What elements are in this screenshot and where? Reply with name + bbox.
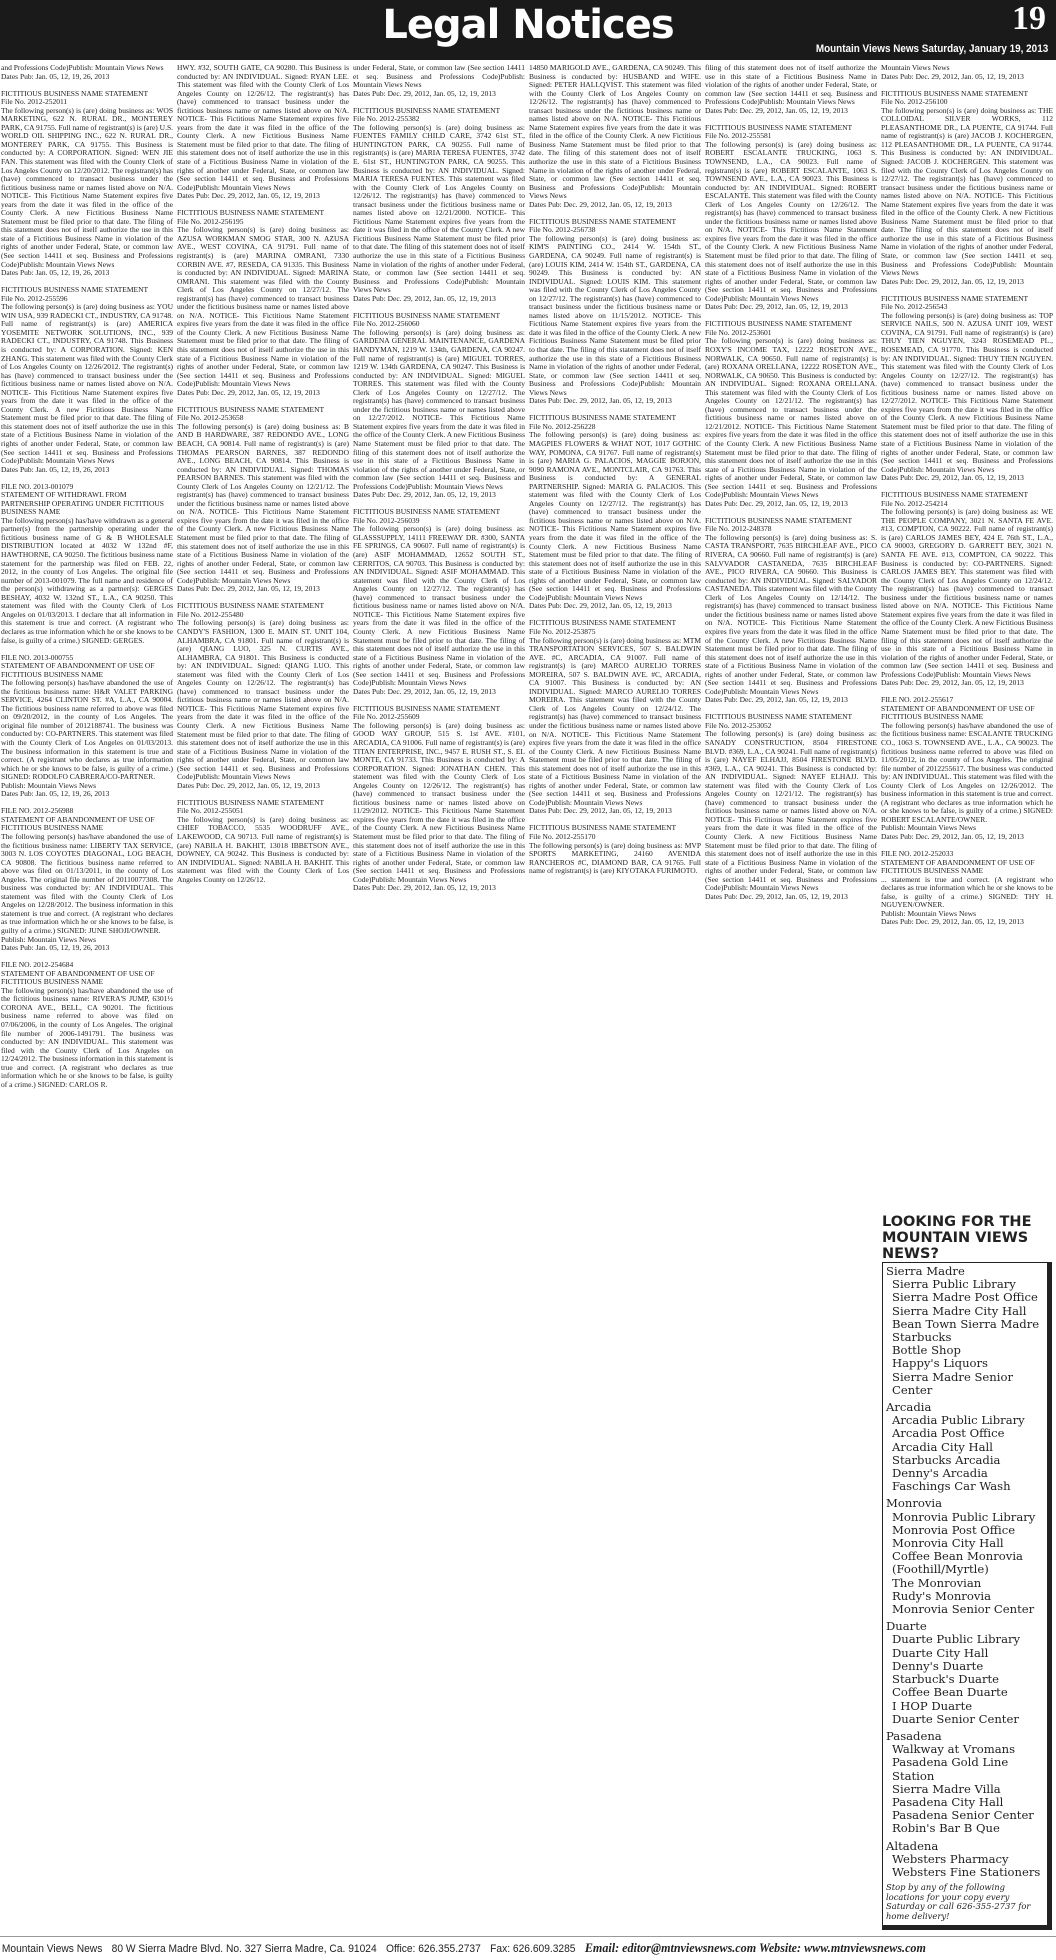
location-city: Sierra Madre [886,1264,965,1278]
legal-notice [1,286,173,474]
location-item: Denny's Duarte [892,1658,984,1673]
notice-publish: Publish: Mountain Views News [1,934,97,944]
notice-boilerplate: NOTICE- This Fictitious Name Statement expires five years from the date it was filed in the office of the County Clerk. A new Fictitious Business Name Statement must be filed prior to that date. The filing of this statement does not of itself authorize the use in this state of a Fictitious Business Name in violation of the rights of another under Federal, State, or common law (See section 14411 et seq. Business and Professions Code)Publish: Mountain Views News [177,310,349,389]
location-item: Starbucks [892,1330,952,1345]
notice-text: under Federal, State, or common law (See section 14411 et seq. Business and Professions Code)Publish: Mountain Views News [353,63,525,90]
notice-text: The following person(s) is (are) doing business as: THE COLLOIDAL SILVER WORKS, 112 PLEASANTHOME DR., LA PUENTE, CA 91744. Full name of registrant(s) is (are) JACOB J. KOCHERGEN, 112 PLEASANTHOME DR., LA PUENTE, CA 91744. This Business is conducted by: AN INDIVIDUAL. Signed: JACOB J. KOCHERGEN. This statement was filed with the County Clerk of Los Angeles County on 12/27/12. The registrant(s) has (have) commenced to transact business under the fictitious business name or names listed above on N/A. [881,105,1053,201]
notice-heading: FICTITIOUS BUSINESS NAME STATEMENT [353,105,501,115]
location-group [886,1497,1044,1616]
legal-notice [705,517,877,705]
notice-file-number: STATEMENT OF WITHDRAWL FROM PARTNERSHIP OPERATING UNDER FICTITIOUS BUSINESS NAME [1,490,164,517]
legal-notice [529,824,701,875]
notice-dates: Dates Pub: Dec. 29, 2012, Jan. 05, 12, 19, 2013 [881,276,1024,286]
legal-notice [705,713,877,901]
notice-body [353,329,525,491]
legal-notice [177,602,349,790]
notice-text: The following person(s) is (are) doing business as: GLASSSUPPLY, 14111 FREEWAY DR. #300, SANTA FE SPRINGS, CA 90607. Full name of registrant(s) is (are) ASIF MOHAMMAD, 12652 SOUTH ST., CERRITOS, CA 90703. This Business is conducted by: AN INDIVIDUAL. Signed: ASIF MOHAMMAD. This statement was filed with the County Clerk of Los Angeles County on 12/27/12. The registrant(s) has (have) commenced to transact business under the fictitious business name or names listed above on N/A. [353,524,525,611]
notice-body [881,312,1053,474]
location-item: Duarte Public Library [892,1632,1021,1647]
notice-file-number: File No. 2012-256738 [529,225,596,235]
legal-notice [529,218,701,406]
location-item: Happy's Liquors [892,1356,989,1371]
legal-notice [881,295,1053,483]
notice-body [529,842,701,876]
notice-file-number: File No. 2012-255170 [529,832,596,842]
notice-dates: Dates Pub: Jan. 05, 12, 19, 26, 2013 [1,268,110,278]
notice-boilerplate: NOTICE- This Fictitious Name Statement expires five years from the date it was filed in the office of the County Clerk. A new Fictitious Business Name Statement must be filed prior to that date. The filing of this statement does not of itself authorize the use in this state of a Fictitious Business Name in violation of the rights of another under Federal, State, or common law (See section 14411 et seq. Business and Professions Code)Publish: Mountain Views News [705,618,877,696]
notice-heading: FICTITIOUS BUSINESS NAME STATEMENT [529,618,677,628]
notice-text: The following person(s) is (are) doing business as: CANDY'S FASHION, 1300 E. MAIN ST. UNIT 104, ALHAMBRA, CA 91801. Full name of registrant(s) is (are) QIANG LUO, 325 N. CURTIS AVE., ALHAMBRA, CA 91801. This Business is conducted by: AN INDIVIDUAL. Signed: QIANG LUO. This statement was filed with the County Clerk of Los Angeles County on 12/26/12. The registrant(s) has (have) commenced to transact business under the fictitious business name or names listed above on N/A. [177,618,349,705]
notice-file-number: File No. 2012-255480 [177,609,244,619]
location-group [886,1730,1044,1836]
paper-dateline: Mountain Views News Saturday, January 19, 2013 [815,43,1048,55]
footer [0,1940,982,1960]
notice-body [881,107,1053,278]
notice-heading: FICTITIOUS BUSINESS NAME STATEMENT [705,712,853,722]
notice-file-number: File No. 2012-253601 [705,327,772,337]
notice-file-number: File No. 2012-256100 [881,97,948,107]
legal-notice [177,406,349,594]
legal-notice [1,961,173,1089]
home-delivery-note: Stop by any of the following locations for your copy every Saturday or call 626-355-2737 for home delivery! [886,1882,1031,1921]
notice-heading: FICTITIOUS BUSINESS NAME STATEMENT [529,216,677,226]
location-item: Sierra Madre Villa [892,1781,1001,1796]
notice-text: ... statement is true and correct. (A registrant who declares as true information which he or she knows to be false, is guilty of a crime.) SIGNED: THY H. NGUYEN/OWNER. [881,874,1053,910]
location-item: Sierra Public Library [892,1277,1016,1292]
notice-body [705,64,877,107]
notice-file-number: File No. 2012-256543 [881,302,948,312]
notice-body [177,816,349,884]
notice-file-number: File No. 2012-256195 [177,216,244,226]
location-item: Sierra Madre Senior Center [892,1369,1013,1397]
notice-body [881,722,1053,825]
notice-dates: Dates Pub: Dec. 29, 2012, Jan. 05, 12, 19, 2013 [705,891,848,901]
notice-heading: FICTITIOUS BUSINESS NAME STATEMENT [177,208,325,218]
notice-boilerplate: NOTICE- This Fictitious Name Statement expires five years from the date it was filed in the office of the County Clerk. A new Fictitious Business Name Statement must be filed prior to that date. The filing of this statement does not of itself authorize the use in this state of a Fictitious Business Name in violation of the rights of another under Federal, State, or common law (See section 14411 et seq. Business and Professions Code)Publish: Mountain Views News [1,191,173,269]
notice-body [529,431,701,602]
notice-boilerplate: NOTICE- This Fictitious Name Statement expires five years from the date it was filed in the office of the County Clerk. A new Fictitious Business Name Statement must be filed prior to that date. The filing of this statement does not of itself authorize the use in this state of a Fictitious Business Name in violation of the rights of another under Federal, State, or common law (See section 14411 et seq. Business and Professions Code)Publish: Mountain Views News [529,524,701,602]
notice-file-number: File No. 2012-253052 [705,720,772,730]
legal-notice [353,312,525,500]
notice-file-number: File No. 2012-255596 [1,293,68,303]
location-city: Altadena [886,1838,939,1853]
notice-text: The following person(s) is (are) doing business as: B AND B HARDWARE, 387 REDONDO AVE., LONG BEACH, CA 90814. Full name of registrant(s) is (are) THOMAS PEARSON BARNES, 387 REDONDO AVE., LONG BEACH, CA 90814. This Business is conducted by: AN INDIVIDUAL. Signed: THOMAS PEARSON BARNES. This statement was filed with the County Clerk of Los Angeles County on 12/21/12. The registrant(s) has (have) commenced to transact business under the fictitious business name or names listed above on N/A. [177,421,349,517]
footer-email[interactable]: Email: editor@mtnviewsnews.com [584,1940,757,1955]
notice-file-number: FILE NO. 2012-254684 [1,960,74,970]
notice-boilerplate: NOTICE- This Fictitious Name Statement expires five years from the date it was filed in the office of the County Clerk. A new Fictitious Business Name Statement must be filed prior to that date. The filing of this statement does not of itself authorize the use in this state of a Fictitious Business Name in violation of the rights of another under Federal, State, or common law (See section 14411 et seq. Business and Professions Code)Publish: Mountain Views News [881,191,1054,278]
notice-dates: Dates Pub: Dec. 29, 2012, Jan. 05, 12, 19, 2013 [353,686,496,696]
footer-website[interactable]: Website: www.mtnviewsnews.com [758,1940,926,1955]
notice-text: The following person(s) is (are) doing business as: MTM TRANSPORTATION SERVICES, 507 S. BALDWIN AVE. #C, ARCADIA, CA 91007. Full name of registrant(s) is (are) MARCO AURELIO TORRES MOREIRA, 507 S. BALDWIN AVE. #C, ARCADIA, CA 91007. This Business is conducted by: AN INDIVIDUAL. Signed: MARCO AURELIO TORRES MOREIRA. This statement was filed with the County Clerk of Los Angeles County on 12/24/12. The registrant(s) has (have) commenced to transact business under the fictitious business name or names listed above on N/A. [529,635,701,739]
notice-text: The following person(s) is (are) doing business as: GARDENA GENERAL MAINTENANCE, GARDENA HANDYMAN, 1219 W. 134th, GARDENA, CA 90247. Full name of registrant(s) is (are) MIGUEL TORRES, 1219 W. 134th GARDENA, CA 90247. This Business is conducted by: AN INDIVIDUAL. Signed: MIGUEL TORRES. This statement was filed with the County Clerk of Los Angeles County on 12/27/12. The registrant(s) has (have) commenced to transact business under the fictitious business name or names listed above on 12/27/2012. [353,327,525,423]
notice-text: The following person(s) has/have withdrawn as a general partner(s) from the partnership operating under the fictitious business name of G & B WHOLESALE DISTRIBUTION located at 4032 W 132nd #F, HAWTHORNE, CA 90250. The fictitious business name statement for the partnership was filed on FEB. 22, 2012, in the county of Los Angeles. The original file number of 2013-001079. The full name and residence of the person(s) withdrawing as a partner(s): GERGES BESHAY, 4032 W. 132nd ST., L.A., CA 90250. This statement was filed with the County Clerk of Los Angeles on 01/03/2013. I declare that all information in this statement is true and correct. (A registrant who declares as true information which he or she knows to be false, is guilty of a crime.) SIGNED: GERGES. [1,515,173,645]
notice-file-number: File No. 2012-252011 [1,97,68,107]
legal-notice [881,64,1053,81]
footer-fax: Fax: 626.609.3285 [490,1943,576,1955]
notice-text: The following person(s) is (are) doing business as: KIM'S PAINTING CO., 2414 W. 154th ST., GARDENA, CA 90249. Full name of registrant(s) is (are) LOUIS KIM, 2414 W. 154th ST., GARDENA, CA 90249. This Business is conducted by: AN INDIVIDUAL. Signed: LOUIS KIM. This statement was filed with the County Clerk of Los Angeles County on 12/27/12. The registrant(s) has (have) commenced to transact business under the fictitious business name or names listed above on 11/15/2012. [529,233,701,320]
notice-dates: Dates Pub: Dec. 29, 2012, Jan. 05, 12, 19, 2013 [881,832,1024,842]
location-item: Websters Fine Stationers [892,1864,1041,1879]
legal-notice [177,209,349,397]
location-group [886,1620,1044,1726]
notice-heading: STATEMENT OF ABANDONMENT OF USE OF FICTITIOUS BUSINESS NAME [881,703,1035,722]
notice-text: The following person(s) is (are) doing business as: ROXY'S INCOME TAX, 12222 ROSETON AVE., NORWALK, CA 90650. Full name of registrant(s) is (are) ROXANA ORELLANA, 12222 ROSETON AVE., NORWALK, CA 90650. This Business is conducted by: AN INDIVIDUAL. Signed: ROXANA ORELLANA. This statement was filed with the County Clerk of Los Angeles County on 12/21/12. The registrant(s) has (have) commenced to transact business under the fictitious business name or names listed above on 12/21/2012. [705,336,877,431]
footer-address: 80 W Sierra Madre Blvd. No. 327 Sierra Madre, Ca. 91024 [111,1943,377,1955]
location-item: Monrovia Public Library [892,1509,1036,1524]
notice-text: The following person(s) is (are) doing business as: WOS MARKETING, 622 N. RURAL DR., MONTEREY PARK, CA 91755. Full name of registrant(s) is (are) U.S. WORLD OIL SHIPPING INC., 622 N. RURAL DR., MONTEREY PARK, CA 91755. This Business is conducted by: A CORPORATION. Signed: WEN JIE FAN. This statement was filed with the County Clerk of Los Angeles County on 12/20/2012. The registrant(s) has (have) commenced to transact business under the fictitious business name or names listed above on N/A. [1,105,174,192]
notice-body [1,107,173,269]
notice-body [177,64,349,192]
notice-heading: STATEMENT OF ABANDONMENT OF USE OF FICTITIOUS BUSINESS NAME [1,968,155,987]
notice-file-number: FILE NO. 2012-256988 [1,806,74,816]
notice-publish: Publish: Mountain Views News [881,823,977,833]
notice-column [177,64,349,893]
notice-heading: FICTITIOUS BUSINESS NAME STATEMENT [529,413,677,423]
notice-file-number: FILE NO. 2013-001079 [1,481,74,491]
location-item: Arcadia Public Library [892,1413,1025,1428]
notice-body [353,64,525,90]
notice-text: The following person(s) is (are) doing business as: SANADY CONSTRUCTION, 8504 FIRESTONE BLVD. #369, L.A., CA 90241. Full name of registrant(s) is (are) NAYEF ELHAJJ, 8504 FIRESTONE BLVD. #369, L.A., CA 90241. This Business is conducted by: AN INDIVIDUAL. Signed: NAYEF ELHAJJ. This statement was filed with the County Clerk of Los Angeles County on 12/21/12. The registrant(s) has (have) commenced to transact business under the fictitious business name or names listed above on N/A. [705,729,877,816]
notice-text: The following person(s) has/have abandoned the use of the fictitious business name: LIBERTY TAX SERVICE, 3003 N. LOS COYOTES DIAGONAL, LOG BEACH, CA 90808. The fictitious business name referred to above was filed on 01/13/2011, in the county of Los Angeles. The original file number of 20110077308. The business was conducted by: AN INDIVIDUAL. This statement was filed with the County Clerk of Los Angeles on 12/28/2012. The business information in this statement is true and correct. (A registrant who declares as true information which he or she knows to be false, is guilty of a crime.) SIGNED: JUNE SHOJI/OWNER. [1,831,173,935]
notice-body [1,833,173,936]
notice-boilerplate: NOTICE- This Fictitious Name Statement expires five years from the date it was filed in the office of the County Clerk. A new Fictitious Business Name Statement must be filed prior to that date. The filing of this statement does not of itself authorize the use in this state of a Fictitious Business Name in violation of the rights of another under Federal, State, or common law (See section 14411 et seq. Business and Professions Code)Publish: Mountain Views News [353,413,526,491]
notice-dates: Dates Pub: Dec. 29, 2012, Jan. 05, 12, 19, 2013 [705,302,848,312]
notice-dates: Dates Pub: Dec. 29, 2012, Jan. 05, 12, 19, 2013 [353,293,496,303]
legal-notice [529,619,701,816]
notice-heading: FICTITIOUS BUSINESS NAME STATEMENT [529,823,677,833]
notice-text: The following person(s) is (are) doing business as: YOU WIN USA, 939 RADECKI CT., INDUSTRY, CA 91748. Full name of registrant(s) is (are) AMERICA YOSEMITE NETWORK SOLUTIONS, INC., 939 RADECKI CT., INDUSTRY, CA 91748. This Business is conducted by: A CORPORATION. Signed: KEN ZHANG. This statement was filed with the County Clerk of Los Angeles County on 12/26/2012. The registrant(s) has (have) commenced to transact business under the fictitious business name or names listed above on N/A. [1,302,173,389]
notice-file-number: File No. 2012-255382 [353,114,420,124]
notice-column [353,64,525,901]
notice-boilerplate: NOTICE- This Fictitious Name Statement expires five years from the date it was filed in the office of the County Clerk. A new Fictitious Business Name Statement must be filed prior to that date. The filing of this statement does not of itself authorize the use in this state of a Fictitious Business Name in violation of the rights of another under Federal, State, or common law (See section 14411 et seq. Business and Professions Code)Publish: Mountain Views News [529,114,702,201]
notice-dates: Dates Pub: Dec. 29, 2012, Jan. 05, 12, 19, 2013 [177,584,320,594]
notice-text: 14850 MARIGOLD AVE., GARDENA, CA 90249. This Business is conducted by: HUSBAND and WIFE. Signed: PETER HALLQVIST. This statement was filed with the County Clerk of Los Angeles County on 12/26/12. The registrant(s) has (have) commenced to transact business under the fictitious business name or names listed above on N/A. [529,63,701,124]
location-item: Duarte Senior Center [892,1711,1019,1726]
location-item: Coffee Bean Monrovia (Foothill/Myrtle) [892,1549,1023,1577]
notice-dates: Dates Pub: Dec. 29, 2012, Jan. 05, 12, 19, 2013 [881,473,1024,483]
location-item: Bean Town Sierra Madre [892,1316,1040,1331]
notice-heading: FICTITIOUS BUSINESS NAME STATEMENT [353,310,501,320]
notice-dates: Dates Pub: Dec. 29, 2012, Jan. 05, 12, 19, 2013 [881,678,1024,688]
notice-boilerplate: NOTICE- This Fictitious Name Statement expires five years from the date it was filed in the office of the County Clerk. A new Fictitious Business Name Statement must be filed prior to that date. The filing of this statement does not of itself authorize the use in this state of a Fictitious Business Name in violation of the rights of another under Federal, State, or common law (See section 14411 et seq. Business and Professions Code)Publish: Mountain Views News [353,609,525,688]
notice-column [1,64,173,1098]
notice-text: The following person(s) is (are) doing business as: GOOD WAY GROUP, 515 S. 1st AVE. #101, ARCADIA, CA 91006. Full name of registrant(s) is (are) TITAN ENTERPRISE, INC., 9457 E. RUSH ST., S. EL MONTE, CA 91733. This Business is conducted by: A CORPORATION. Signed: JONATHAN CHEN. This statement was filed with the County Clerk of Los Angeles County on 12/26/12. The registrant(s) has (have) commenced to transact business under the fictitious business name or names listed above on 11/29/2012. [353,720,525,816]
legal-notice [529,414,701,611]
location-item: Pasadena Gold Line Station [892,1755,1009,1783]
notice-heading: FICTITIOUS BUSINESS NAME STATEMENT [705,319,853,329]
notice-column [529,64,701,884]
notice-file-number: File No. 2012-256060 [353,319,420,329]
notice-heading: STATEMENT OF ABANDONMENT OF USE OF FICTITIOUS BUSINESS NAME [1,661,155,679]
notice-boilerplate: NOTICE- This Fictitious Name Statement expires five years from the date it was filed in the office of the County Clerk. A new Fictitious Business Name Statement must be filed prior to that date. The filing of this statement does not of itself authorize the use in this state of a Fictitious Business Name in violation of the rights of another under Federal, State, or common law (See section 14411 et seq. Business and Professions Code)Publish: Mountain Views News [705,814,877,893]
notice-boilerplate: NOTICE- This Fictitious Name Statement expires five years from the date it was filed in the office of the County Clerk. A new Fictitious Business Name Statement must be filed prior to that date. The filing of this statement does not of itself authorize the use in this state of a Fictitious Business Name in violation of the rights of another under Federal, State, or common law (See section 14411 et seq. Business and Professions Code)Publish: Mountain Views News [177,507,349,585]
notice-heading: FICTITIOUS BUSINESS NAME STATEMENT [881,293,1029,303]
notice-text: and Professions Code)Publish: Mountain Views News [1,63,164,72]
notice-body [881,876,1053,910]
notice-body [705,534,877,696]
notice-body [353,525,525,687]
notice-heading: FICTITIOUS BUSINESS NAME STATEMENT [705,515,853,525]
legal-notice [881,491,1053,688]
notice-heading: FICTITIOUS BUSINESS NAME STATEMENT [177,797,325,807]
notice-text: The following person(s) is (are) doing business as: MAGPIES FLOWERS & WHAT NOT, 1017 GOTHIC WAY, POMONA, CA 91767. Full name of registrant(s) is (are) MARIA G. PALACIOS, MAGGIE BORJON, 9090 RAMONA AVE., MONTCLAIR, CA 91763. This Business is conducted by: A GENERAL PARTNERSHIP. Signed: MARIA G. PALACIOS. This statement was filed with the County Clerk of Los Angeles County on 12/27/12. The registrant(s) has (have) commenced to transact business under the fictitious business name or names listed above on N/A. [529,430,701,525]
notice-file-number: File No. 2012-255581 [705,131,772,141]
location-item: Arcadia Post Office [892,1426,1005,1441]
notice-file-number: FILE NO. 2012-252033 [881,849,954,859]
notice-dates: Dates Pub: Jan. 05, 12, 19, 26, 2013 [1,71,110,81]
notice-body [353,722,525,884]
notice-file-number: FILE NO. 2013-000755 [1,652,74,662]
page-number: 19 [1012,0,1046,37]
legal-notice [1,483,173,645]
location-city: Duarte [886,1619,927,1634]
legal-notice [353,508,525,696]
legal-notice [881,696,1053,841]
notice-body [353,124,525,295]
location-item: The Monrovian [892,1575,982,1590]
notice-heading: FICTITIOUS BUSINESS NAME STATEMENT [1,88,149,98]
notice-text: Mountain Views News [881,63,950,72]
location-item: Duarte City Hall [892,1645,989,1660]
notice-boilerplate: NOTICE- This Fictitious Name Statement expires five years from the date it was filed in the office of the County Clerk. A new Fictitious Business Name Statement must be filed prior to that date. The filing of this statement does not of itself authorize the use in this state of a Fictitious Business Name in violation of the rights of another under Federal, State, or common law (See section 14411 et seq. Business and Professions Code)Publish: Mountain Views News [529,310,701,397]
notice-dates: Dates Pub: Dec. 29, 2012, Jan. 05, 12, 19, 2013 [705,498,848,508]
location-item: Starbuck's Duarte [892,1672,1000,1687]
notice-file-number: File No. 2012-248378 [705,524,772,534]
notice-file-number: File No. 2012-253875 [529,626,596,636]
notice-dates: Dates Pub: Jan. 05, 12, 19, 26, 2013 [1,464,110,474]
legal-notice [353,705,525,893]
notice-dates: Dates Pub: Dec. 29, 2012, Jan. 05, 12, 19, 2013 [529,601,672,611]
locations-box [882,1262,1052,1930]
footer-paper: Mountain Views News [1,1943,103,1955]
legal-notice [881,90,1053,287]
location-item: Sierra Madre Post Office [892,1290,1038,1305]
legal-notice [705,64,877,115]
notice-text: The following person(s) has/have abandoned the use of the fictitious business name: RIVERA'S JUMP, 6301½ CORONA AVE., BELL, CA 90201. The fictitious business name referred to above was filed on 07/06/2006, in the county of Los Angeles. The original file number of 2006-1491791. The business was conducted by: AN INDIVIDUAL. This statement was filed with the County Clerk of Los Angeles on 12/24/2012. The business information in this statement is true and correct. (A registrant who declares as true information which he or she knows to be false, is guilty of a crime.) SIGNED: CARLOS R. [1,985,173,1089]
notice-file-number: File No. 2012-255609 [353,712,420,722]
location-item: Bottle Shop [892,1343,961,1358]
notice-text: The following person(s) is (are) doing business as: ROBERT ESCALANTE TRUCKING, 1063 S. TOWNSEND, L.A., CA 90023. Full name of registrant(s) is (are) ROBERT ESCALANTE, 1063 S. TOWNSEND AVE., L.A., CA 90023. This Business is conducted by: AN INDIVIDUAL. Signed: ROBERT ESCALANTE. This statement was filed with the County Clerk of Los Angeles County on 12/26/12. The registrant(s) has (have) commenced to transact business under the fictitious business name or names listed above on N/A. [705,139,877,235]
notice-heading: FICTITIOUS BUSINESS NAME STATEMENT [881,490,1029,500]
notice-text: The following person(s) is (are) doing business as: TOP SERVICE NAILS, 500 N. AZUSA UNIT 109, WEST COVINA, CA 91791. Full name of registrant(s) is (are) THUY TIEN NGUYEN, 3243 ROSEMEAD PL., ROSEMEAD, CA 91770. This Business is conducted by: AN INDIVIDUAL. Signed: THUY TIEN NGUYEN. This statement was filed with the County Clerk of Los Angeles County on 12/27/12. The registrant(s) has (have) commenced to transact business under the fictitious business name or names listed above on 12/27/2012. [881,310,1053,406]
notice-text: HWY. #32, SOUTH GATE, CA 90280. This Business is conducted by: AN INDIVIDUAL. Signed: RYAN LEE. This statement was filed with the County Clerk of Los Angeles County on 12/26/12. The registrant(s) has (have) commenced to transact business under the fictitious business name or names listed above on N/A. [177,63,349,115]
notice-heading: FICTITIOUS BUSINESS NAME STATEMENT [177,601,325,611]
legal-notice [1,807,173,952]
notice-text: The following person(s) is (are) doing business as: FUENTES FAMILY CHILD CARE, 3742 61st ST., HUNTINGTON PARK, CA 90255. Full name of registrant(s) is (are) MARIA TERESA FUENTES, 3742 E. 61st ST., HUNTINGTON PARK, CA 90255. This Business is conducted by: AN INDIVIDUAL. Signed: MARIA TERESA FUENTES. This statement was filed with the County Clerk of Los Angeles County on 12/26/12. The registrant(s) has (have) commenced to transact business under the fictitious business name or names listed above on 12/21/2000. [353,122,525,218]
legal-notice [705,124,877,312]
location-item: Rudy's Monrovia [892,1588,991,1603]
legal-notice [705,320,877,508]
section-title: Legal Notices [382,2,674,48]
notice-dates: Dates Pub: Dec. 29, 2012, Jan. 05, 12, 19, 2013 [705,695,848,705]
notice-dates: Dates Pub: Dec. 29, 2012, Jan. 05, 12, 19, 2013 [529,806,672,816]
notice-body [177,423,349,585]
notice-boilerplate: NOTICE- This Fictitious Name Statement expires five years from the date it was filed in the office of the County Clerk. A new Fictitious Business Name Statement must be filed prior to that date. The filing of this statement does not of itself authorize the use in this state of a Fictitious Business Name in violation of the rights of another under Federal, State, or common law (See section 14411 et seq. Business and Professions Code)Publish: Mountain Views News [177,114,349,192]
notice-dates: Dates Pub: Dec. 29, 2012, Jan. 05, 12, 19, 2013 [881,71,1024,81]
legal-notice [1,64,173,81]
notice-dates: Dates Pub: Dec. 29, 2012, Jan. 05, 12, 19, 2013 [529,396,672,406]
notice-body [1,303,173,465]
notice-boilerplate: NOTICE- This Fictitious Name Statement expires five years from the date it was filed in the office of the County Clerk. A new Fictitious Business Name Statement must be filed prior to that date. The filing of this statement does not of itself authorize the use in this state of a Fictitious Business Name in violation of the rights of another under Federal, State, or common law (See section 14411 et seq. Business and Professions Code)Publish: Mountain Views News [705,225,877,303]
notice-heading: FICTITIOUS BUSINESS NAME STATEMENT [705,122,853,132]
legal-notice [529,64,701,209]
notice-dates: Dates Pub: Dec. 29, 2012, Jan. 05, 12, 19, 2013 [177,780,320,790]
legal-notice [1,90,173,278]
notice-body [705,141,877,303]
notice-boilerplate: NOTICE- This Fictitious Name Statement expires five years from the date it was filed in the office of the County Clerk. A new Fictitious Business Name Statement must be filed prior to that date. The filing of this statement does not of itself authorize the use in this state of a Fictitious Business Name in violation of the rights of another under Federal, State, or common law (See section 14411 et seq. Business and Professions Code)Publish: Mountain Views News [353,208,525,295]
notice-body [177,226,349,388]
location-group [886,1840,1044,1880]
location-item: Sierra Madre City Hall [892,1303,1027,1318]
location-city: Pasadena [886,1728,942,1743]
notice-text: The following person(s) is (are) doing business as: CHIEF TOBACCO, 5535 WOODRUFF AVE., LAKEWOOD, CA 90713. Full name of registrant(s) is (are) NABILA H. BAKHIT, 13018 IBBETSON AVE., DOWNEY, CA 90242. This Business is conducted by: AN INDIVIDUAL. Signed: NABILA H. BAKHIT. This statement was filed with the County Clerk of Los Angeles County on 12/26/12. [177,814,349,884]
notice-body [529,637,701,808]
location-item: Monrovia Post Office [892,1522,1016,1537]
notice-heading: FICTITIOUS BUSINESS NAME STATEMENT [1,285,149,295]
notice-text: The following person(s) is (are) doing business as: S. CASTA TRANSPORT, 7635 BIRCHLEAF AVE., PICO RIVERA, CA 90660. Full name of registrant(s) is (are) SALVVADOR CASTANEDA, 7635 BIRCHLEAF AVE., PICO RIVERA, CA 90660. This Business is conducted by: AN INDIVIDUAL. Signed: SALVADOR CASTANEDA. This statement was filed with the County Clerk of Los Angeles County on 12/14/12. The registrant(s) has (have) commenced to transact business under the fictitious business name or names listed above on N/A. [705,532,877,628]
legal-notice [881,850,1053,927]
notice-body [1,987,173,1090]
location-item: Coffee Bean Duarte [892,1685,1008,1700]
notice-dates: Dates Pub: Dec. 29, 2012, Jan. 05, 12, 19, 2013 [177,387,320,397]
notice-dates: Dates Pub: Dec. 29, 2012, Jan. 05, 12, 19, 2013 [353,88,496,98]
location-group [886,1401,1044,1493]
notice-boilerplate: NOTICE- This Fictitious Name Statement expires five years from the date it was filed in the office of the County Clerk. A new Fictitious Business Name Statement must be filed prior to that date. The filing of this statement does not of itself authorize the use in this state of a Fictitious Business Name in violation of the rights of another under Federal, State, or common law (See section 14411 et seq. Business and Professions Code)Publish: Mountain Views News [177,703,349,782]
location-item: Websters Pharmacy [892,1851,1009,1866]
notice-dates: Dates Pub: Jan. 05, 12, 19, 26, 2013 [1,789,110,799]
location-item: Pasadena City Hall [892,1794,1004,1809]
notice-dates: Dates Pub: Jan. 05, 12, 19, 26, 2013 [1,943,110,953]
notice-heading: FICTITIOUS BUSINESS NAME STATEMENT [353,507,501,517]
notice-text: The following person(s) is (are) doing business as: AZUSA WORKMAN SMOG STAR, 300 N. AZUSA AVE., WEST COVINA, CA 91791. Full name of registrant(s) is (are) MARINA OMRANI, 7330 CORBIN AVE. #7, RESEDA, CA 91335. This Business is conducted by: AN INDIVIDUAL. Signed: MARINA OMRANI. This statement was filed with the County Clerk of Los Angeles County on 12/27/12. The registrant(s) has (have) commenced to transact business under the fictitious business name or names listed above on N/A. [177,225,349,320]
notice-dates: Dates Pub: Dec. 29, 2012, Jan. 05, 12, 19, 2013 [177,191,320,201]
notice-dates: Dates Pub: Dec. 29, 2012, Jan. 05, 12, 19, 2013 [881,917,1024,927]
notice-body [529,235,701,397]
notice-heading: FICTITIOUS BUSINESS NAME STATEMENT [881,88,1029,98]
location-item: Walkway at Vromans [892,1742,1016,1757]
notice-file-number: File No. 2012-254214 [881,498,948,508]
notice-heading: STATEMENT OF ABANDONMENT OF USE OF FICTITIOUS BUSINESS NAME [1,814,155,833]
notice-boilerplate: NOTICE- This Fictitious Name Statement expires five years from the date it was filed in the office of the County Clerk. A new Fictitious Business Name Statement must be filed prior to that date. The filing of this statement does not of itself authorize the use in this state of a Fictitious Business Name in violation of the rights of another under Federal, State, or common law (See section 14411 et seq. Business and Professions Code)Publish: Mountain Views News [881,601,1054,679]
footer-divider [0,1936,1056,1937]
legal-notice [353,107,525,304]
notice-text: The following person(s) is (are) doing business as: WE THE PEOPLE COMPANY, 3021 N. SANTA FE AVE. #13, COMPTON, CA 90222. Full name of registrant(s) is (are) CARLOS JAMES BEY, 424 E. 76th ST., L.A., CA 90003, GREGORY D. GARRETT BEY, 3021 N. SANTA FE AVE. #13, COMPTON, CA 90222. This Business is conducted by: CO-PARTNERS. Signed: CARLOS JAMES BEY. This statement was filed with the County Clerk of Los Angeles County on 12/24/12. The registrant(s) has (have) commenced to transact business under the fictitious business name or names listed above on N/A. [881,507,1053,611]
location-item: Monrovia Senior Center [892,1602,1035,1617]
notice-boilerplate: NOTICE- This Fictitious Name Statement expires five years from the date it was filed in the office of the County Clerk. A new Fictitious Business Name Statement must be filed prior to that date. The filing of this statement does not of itself authorize the use in this state of a Fictitious Business Name in violation of the rights of another under Federal, State, or common law (See section 14411 et seq. Business and Professions Code)Publish: Mountain Views News [353,806,525,884]
location-item: Monrovia City Hall [892,1536,1004,1551]
notice-text: The following person(s) is (are) doing business as: MVP SPORTS MARKETING, 24160 AVENIDA RANCHEROS #C, DIAMOND BAR, CA 91765. Full name of registrant(s) is (are) KIYOTAKA FURIMOTO. [529,840,701,876]
location-city: Arcadia [886,1400,932,1415]
footer-office: Office: 626.355.2737 [386,1943,481,1955]
notice-body [177,619,349,781]
location-item: Robin's Bar B Que [892,1821,1000,1836]
notice-text: The following person(s) has/have abandoned the use of the fictitious business name: ESCALANTE TRUCKING CO., 1063 S. TOWNSEND AVE., L.A., CA 90023. The fictitious business name referred to above was filed on 11/05/2012, in the county of Los Angeles. The original file number of 2012255617. The business was conducted by: AN INDIVIDUAL. This statement was filed with the County Clerk of Los Angeles on 12/26/2012. The business information in this statement is true and correct. (A registrant who declares as true information which he or she knows to be false, is guilty of a crime.) SIGNED: ROBERT ESCALANTE/OWNER. [881,720,1053,824]
notice-dates: Dates Pub: Dec. 29, 2012, Jan. 05, 12, 19, 2013 [353,490,496,500]
notice-heading: FICTITIOUS BUSINESS NAME STATEMENT [353,703,501,713]
legal-notice [177,799,349,884]
sidebar-heading: LOOKING FOR THE MOUNTAIN VIEWS NEWS? [882,1214,1032,1262]
location-item: Pasadena Senior Center [892,1808,1034,1823]
notice-boilerplate: NOTICE- This Fictitious Name Statement expires five years from the date it was filed in the office of the County Clerk. A new Fictitious Business Name Statement must be filed prior to that date. The filing of this statement does not of itself authorize the use in this state of a Fictitious Business Name in violation of the rights of another under Federal, State, or common law (See section 14411 et seq. Business and Professions Code)Publish: Mountain Views News [881,396,1054,474]
notice-file-number: File No. 2012-255051 [177,806,244,816]
location-item: Faschings Car Wash [892,1479,1011,1494]
legal-notice [353,64,525,98]
notice-body [1,679,173,782]
notice-body [1,517,173,645]
notice-heading: STATEMENT OF ABANDONMENT OF USE OF FICTITIOUS BUSINESS NAME [881,857,1035,876]
legal-notice [177,64,349,201]
location-item: Arcadia City Hall [892,1439,993,1454]
notice-column [705,64,877,910]
notice-body [705,337,877,499]
location-item: Starbucks Arcadia [892,1452,1001,1467]
notice-body [529,64,701,201]
notice-boilerplate: NOTICE- This Fictitious Name Statement expires five years from the date it was filed in the office of the County Clerk. A new Fictitious Business Name Statement must be filed prior to that date. The filing of this statement does not of itself authorize the use in this state of a Fictitious Business Name in violation of the rights of another under Federal, State, or common law (See section 14411 et seq. Business and Professions Code)Publish: Mountain Views News [1,387,173,466]
location-item: I HOP Duarte [892,1698,973,1713]
notice-dates: Dates Pub: Dec. 29, 2012, Jan. 05, 12, 19, 2013 [705,105,848,115]
notice-file-number: File No. 2012-253658 [177,413,244,423]
notice-heading: FICTITIOUS BUSINESS NAME STATEMENT [177,404,325,414]
location-group [886,1265,1044,1397]
notice-publish: Publish: Mountain Views News [1,780,97,790]
masthead [0,0,1056,60]
notice-text: filing of this statement does not of itself authorize the use in this state of a Fictitious Business Name in violation of the rights of another under Federal, State, or common law (See section 14411 et seq. Business and Professions Code)Publish: Mountain Views News [705,63,877,107]
notice-file-number: File No. 2012-256228 [529,421,596,431]
location-city: Monrovia [886,1496,943,1511]
notice-body [705,730,877,892]
notice-body [881,508,1053,679]
notice-dates: Dates Pub: Dec. 29, 2012, Jan. 05, 12, 19, 2013 [529,199,672,209]
location-item: Denny's Arcadia [892,1466,988,1481]
notice-publish: Publish: Mountain Views News [881,908,977,918]
notice-boilerplate: NOTICE- This Fictitious Name Statement expires five years from the date it was filed in the office of the County Clerk. A new Fictitious Business Name Statement must be filed prior to that date. The filing of this statement does not of itself authorize the use in this state of a Fictitious Business Name in violation of the rights of another under Federal, State, or common law (See section 14411 et seq. Business and Professions Code)Publish: Mountain Views News [529,729,701,807]
notice-dates: Dates Pub: Dec. 29, 2012, Jan. 05, 12, 19, 2013 [353,883,496,893]
notice-column [881,64,1053,936]
notice-text: The following person(s) has/have abandoned the use of the fictitious business name: H&R VALET PARKING SERVICE, 4264 CLINTON ST. #A, L.A., CA 90004. The fictitious business name referred to above was filed on 09/20/2012, in the county of Los Angeles. The original file number of 2012188741. The business was conducted by: CO-PARTNERS. This statement was filed with the County Clerk of Los Angeles on 01/03/2013. The business information in this statement is true and correct. (A registrant who declares as true information which he or she knows to be false, is guilty of a crime.) SIGNED: RODOLFO CABRERA/CO-PARTNER. [1,678,173,782]
notice-file-number: File No. 2012-256039 [353,515,420,525]
notice-file-number: FILE NO. 2012-255617 [881,695,954,705]
legal-notice [1,654,173,799]
notice-boilerplate: NOTICE- This Fictitious Name Statement expires five years from the date it was filed in the office of the County Clerk. A new Fictitious Business Name Statement must be filed prior to that date. The filing of this statement does not of itself authorize the use in this state of a Fictitious Business Name in violation of the rights of another under Federal, State, or common law (See section 14411 et seq. Business and Professions Code)Publish: Mountain Views News [705,421,878,500]
